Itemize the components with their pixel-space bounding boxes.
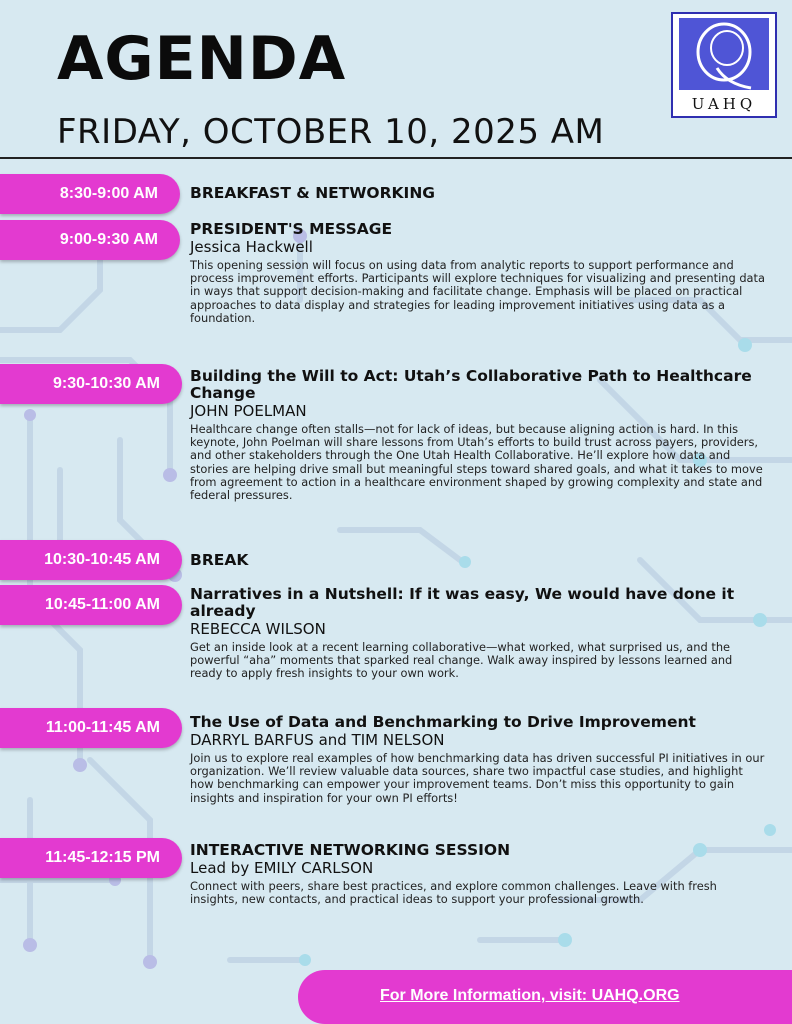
time-pill: 9:30-10:30 AM xyxy=(0,364,182,404)
session-description: Join us to explore real examples of how benchmarking data has driven successful PI initiatives in our organization. We’ll review valuable data sources, share two impactful case studies, and highlight how benchmarking can empower your improvement teams. Don’t miss this opportunity to gain insights and inspiration for your own PI efforts! xyxy=(190,751,765,805)
q-logo-icon xyxy=(679,18,769,90)
header-divider xyxy=(0,157,792,159)
time-pill: 8:30-9:00 AM xyxy=(0,174,180,214)
session-title: BREAKFAST & NETWORKING xyxy=(190,184,436,202)
more-info-link[interactable]: For More Information, visit: UAHQ.ORG xyxy=(380,987,680,1004)
session-item xyxy=(190,586,765,681)
session-item xyxy=(190,552,765,569)
session-speaker: REBECCA WILSON xyxy=(190,620,326,638)
time-pill: 10:45-11:00 AM xyxy=(0,585,182,625)
session-title: INTERACTIVE NETWORKING SESSION xyxy=(190,841,511,859)
session-description: This opening session will focus on using data from analytic reports to support performance and process improvement efforts. Participants will explore techniques for visualizing and presenting data in ways that support decision-making and facilitate change. Emphasis will be placed on practical approaches to data display and strategies for leading improvement initiatives using data as a foundation. xyxy=(190,258,765,325)
time-pill: 11:00-11:45 AM xyxy=(0,708,182,748)
page-title: AGENDA xyxy=(57,24,347,94)
logo-text: UAHQ xyxy=(691,95,757,113)
time-pill: 10:30-10:45 AM xyxy=(0,540,182,580)
session-title: Building the Will to Act: Utah’s Collaborative Path to Healthcare Change xyxy=(190,367,752,402)
session-item xyxy=(190,185,765,202)
session-speaker: DARRYL BARFUS and TIM NELSON xyxy=(190,731,445,749)
time-pill: 9:00-9:30 AM xyxy=(0,220,180,260)
session-title: The Use of Data and Benchmarking to Drive Improvement xyxy=(190,713,696,731)
session-speaker: Jessica Hackwell xyxy=(190,238,313,256)
session-item xyxy=(190,368,765,502)
session-speaker: JOHN POELMAN xyxy=(190,402,307,420)
page-subtitle: FRIDAY, OCTOBER 10, 2025 AM xyxy=(57,112,605,152)
session-description: Get an inside look at a recent learning collaborative—what worked, what surprised us, and the powerful “aha” moments that sparked real change. Walk away inspired by lessons learned and ready to apply fresh insights to your own work. xyxy=(190,640,733,681)
uahq-logo xyxy=(671,12,777,118)
time-pill: 11:45-12:15 PM xyxy=(0,838,182,878)
session-item xyxy=(190,842,765,906)
session-description: Healthcare change often stalls—not for lack of ideas, but because aligning action is hard. In this keynote, John Poelman will share lessons from Utah’s efforts to build trust across payers, providers, and other stakeholders through the One Utah Health Collaborative. He’ll explore how data and stories are helping drive small but meaningful steps toward shared goals, and what it takes to move from agreement to action in a healthcare environment shaped by growing complexity and state and federal pressures. xyxy=(190,422,763,503)
session-description: Connect with peers, share best practices, and explore common challenges. Leave with fresh insights, new contacts, and practical ideas to support your professional growth. xyxy=(190,879,717,907)
session-title: BREAK xyxy=(190,551,249,569)
session-speaker: Lead by EMILY CARLSON xyxy=(190,859,374,877)
session-title: Narratives in a Nutshell: If it was easy, We would have done it already xyxy=(190,585,735,620)
session-item xyxy=(190,714,765,805)
session-title: PRESIDENT'S MESSAGE xyxy=(190,220,393,238)
session-item xyxy=(190,221,765,325)
